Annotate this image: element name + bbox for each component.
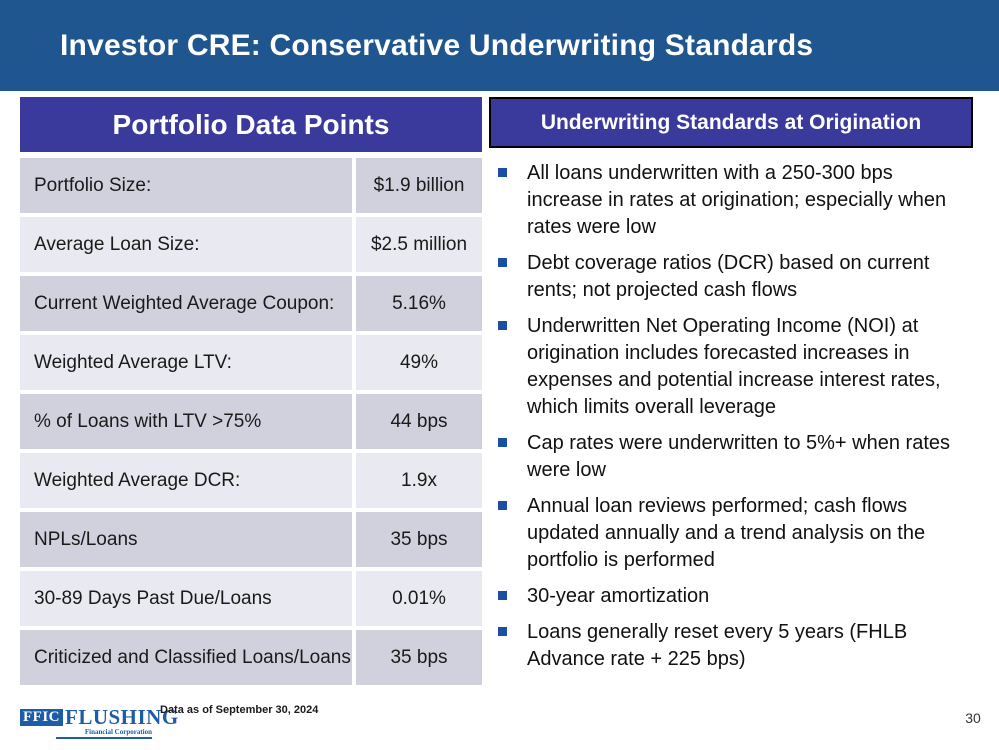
bullet-square-icon — [498, 321, 507, 330]
underwriting-panel-title: Underwriting Standards at Origination — [540, 110, 922, 134]
bullet-text: Underwritten Net Operating Income (NOI) at origination includes forecasted increases in expenses and potential increase interest rates, which limits overall leverage — [527, 315, 941, 418]
bullet-square-icon — [498, 627, 507, 636]
portfolio-table-title: Portfolio Data Points — [112, 108, 390, 140]
row-value: 44 bps — [356, 394, 482, 449]
underwriting-bullet-list — [498, 160, 978, 682]
page-number: 30 — [965, 710, 981, 726]
list-item — [498, 493, 978, 574]
bullet-square-icon — [498, 258, 507, 267]
row-value: $2.5 million — [356, 217, 482, 272]
row-value: 5.16% — [356, 276, 482, 331]
portfolio-table — [20, 158, 482, 689]
row-label: 30-89 Days Past Due/Loans — [20, 571, 352, 626]
row-value: 49% — [356, 335, 482, 390]
list-item — [498, 430, 978, 484]
list-item — [498, 160, 978, 241]
row-label: Weighted Average LTV: — [20, 335, 352, 390]
data-as-of-note: Data as of September 30, 2024 — [160, 704, 319, 716]
list-item — [498, 313, 978, 421]
table-row — [20, 630, 482, 685]
bullet-text: All loans underwritten with a 250-300 bps increase in rates at origination; especially when rates were low — [527, 162, 947, 238]
list-item — [498, 583, 978, 610]
table-row — [20, 335, 482, 390]
logo-acronym-badge: FFIC — [20, 709, 63, 726]
row-value: 1.9x — [356, 453, 482, 508]
table-row — [20, 571, 482, 626]
bullet-square-icon — [498, 501, 507, 510]
page-title: Investor CRE: Conservative Underwriting Standards — [60, 28, 814, 62]
logo-company-name: FLUSHING — [65, 705, 179, 729]
row-value: $1.9 billion — [356, 158, 482, 213]
table-row — [20, 512, 482, 567]
bullet-text: Debt coverage ratios (DCR) based on current rents; not projected cash flows — [527, 252, 930, 301]
row-value: 35 bps — [356, 512, 482, 567]
table-row — [20, 217, 482, 272]
bullet-square-icon — [498, 168, 507, 177]
row-label: Average Loan Size: — [20, 217, 352, 272]
table-row — [20, 276, 482, 331]
row-value: 35 bps — [356, 630, 482, 685]
row-label: Portfolio Size: — [20, 158, 352, 213]
bullet-text: 30-year amortization — [527, 585, 710, 607]
bullet-square-icon — [498, 438, 507, 447]
portfolio-table-header — [20, 97, 482, 152]
row-label: % of Loans with LTV >75% — [20, 394, 352, 449]
row-label: Current Weighted Average Coupon: — [20, 276, 352, 331]
logo-subtitle: Financial Corporation — [84, 728, 152, 736]
row-label: Criticized and Classified Loans/Loans — [20, 630, 352, 685]
table-row — [20, 453, 482, 508]
underwriting-panel-header — [489, 97, 973, 148]
list-item — [498, 619, 978, 673]
table-row — [20, 394, 482, 449]
bullet-text: Annual loan reviews performed; cash flows updated annually and a trend analysis on the portfolio is performed — [527, 495, 926, 571]
slide-title-bar — [0, 0, 999, 91]
logo-underline — [56, 737, 152, 739]
row-label: Weighted Average DCR: — [20, 453, 352, 508]
list-item — [498, 250, 978, 304]
bullet-text: Cap rates were underwritten to 5%+ when rates were low — [527, 432, 950, 481]
bullet-square-icon — [498, 591, 507, 600]
logo-row — [20, 705, 179, 729]
company-logo — [20, 705, 179, 739]
row-value: 0.01% — [356, 571, 482, 626]
bullet-text: Loans generally reset every 5 years (FHLB Advance rate + 225 bps) — [527, 621, 908, 670]
row-label: NPLs/Loans — [20, 512, 352, 567]
table-row — [20, 158, 482, 213]
